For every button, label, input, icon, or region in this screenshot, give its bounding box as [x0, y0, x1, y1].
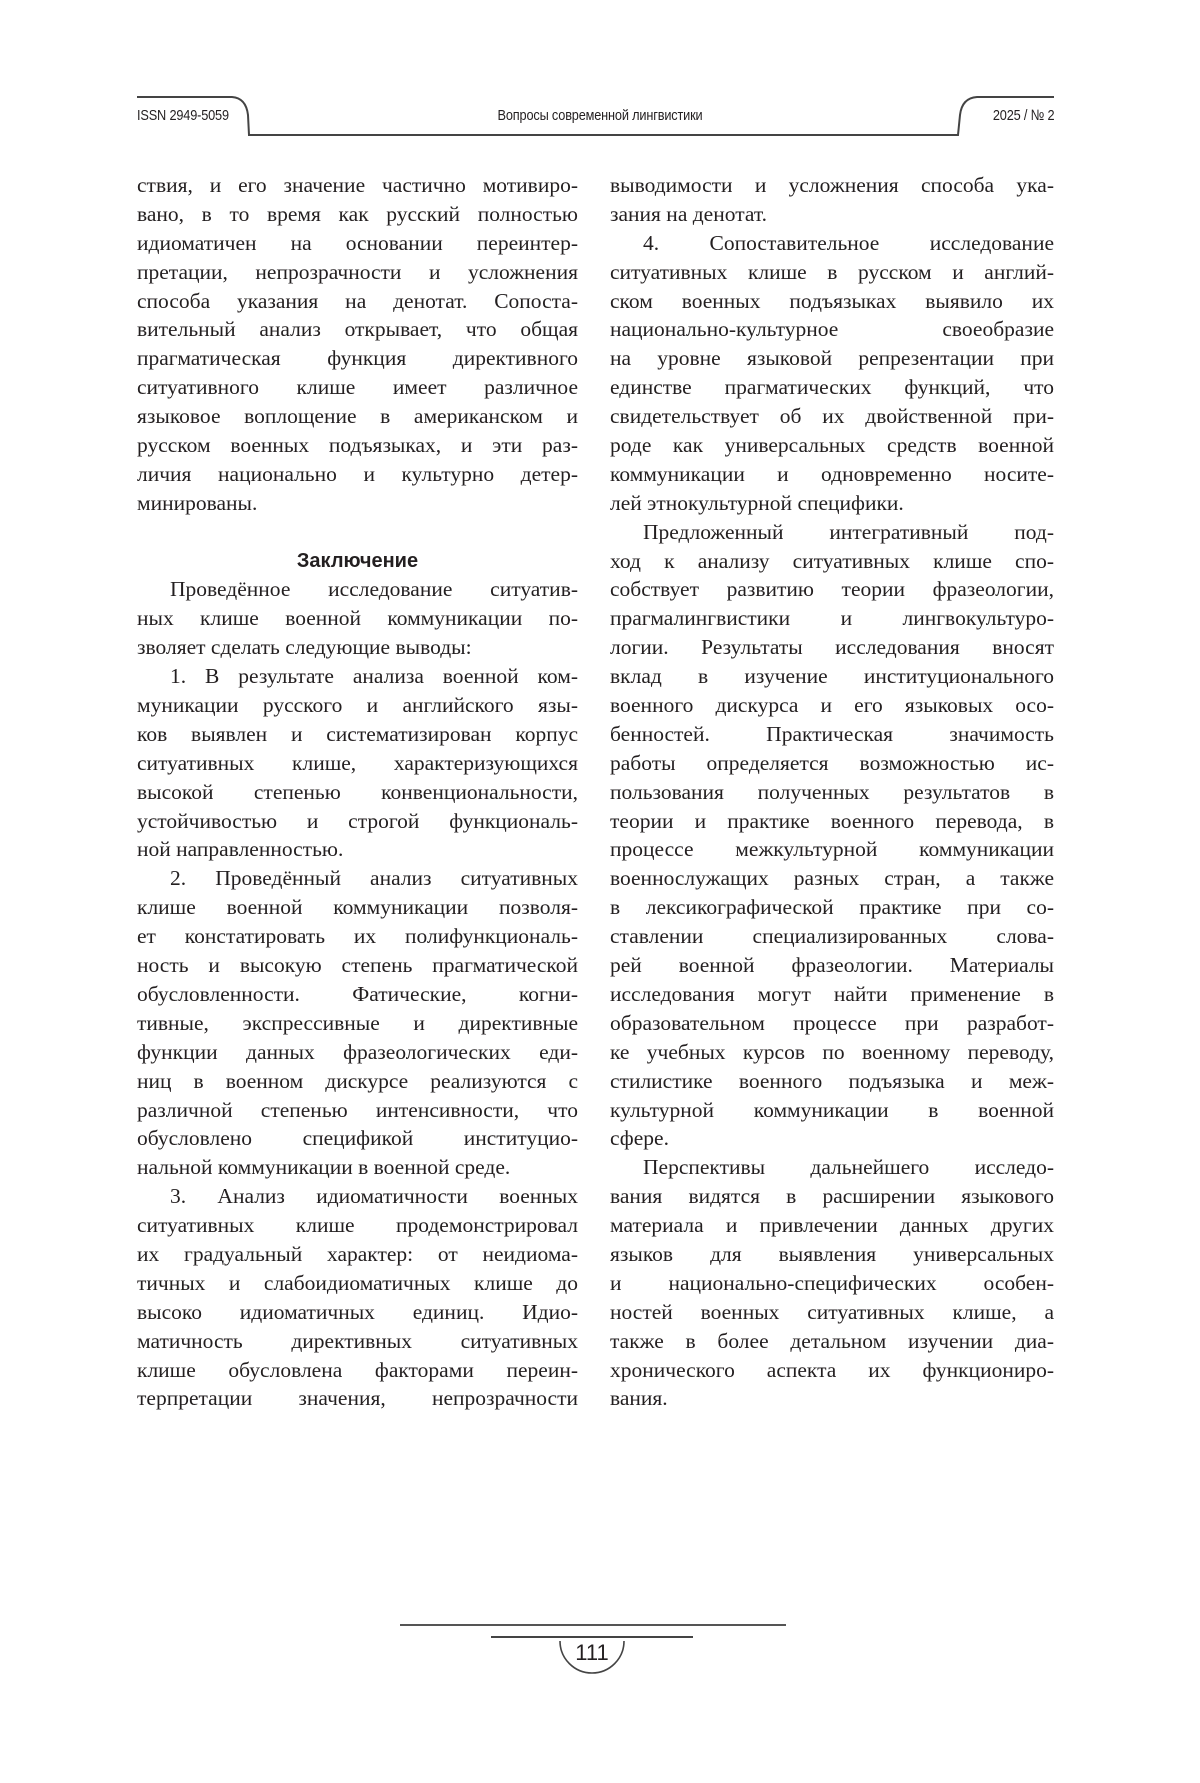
text-line: функции данных фразеологических еди- — [137, 1038, 578, 1067]
text-line: языков для выявления универсальных — [610, 1240, 1054, 1269]
text-line: военного дискурса и его языковых осо- — [610, 691, 1054, 720]
text-line: минированы. — [137, 489, 578, 518]
text-line: 1. В результате анализа военной ком- — [137, 662, 578, 691]
text-line: способа указания на денотат. Сопоста- — [137, 287, 578, 316]
text-line: лей этнокультурной специфики. — [610, 489, 1054, 518]
text-line: русском военных подъязыках, и эти раз- — [137, 431, 578, 460]
text-line: ниц в военном дискурсе реализуются с — [137, 1067, 578, 1096]
text-line: тичных и слабоидиоматичных клише до — [137, 1269, 578, 1298]
text-line: высоко идиоматичных единиц. Идио- — [137, 1298, 578, 1327]
text-line: вания видятся в расширении языкового — [610, 1182, 1054, 1211]
text-line: зания на денотат. — [610, 200, 1054, 229]
text-line: логии. Результаты исследования вносят — [610, 633, 1054, 662]
text-line: высокой степенью конвенциональности, — [137, 778, 578, 807]
text-line: различной степенью интенсивности, что — [137, 1096, 578, 1125]
text-line: зволяет сделать следующие выводы: — [137, 633, 578, 662]
text-line: вания. — [610, 1384, 1054, 1413]
text-line: исследования могут найти применение в — [610, 980, 1054, 1009]
text-line: бенностей. Практическая значимость — [610, 720, 1054, 749]
text-line: Проведённое исследование ситуатив- — [137, 575, 578, 604]
text-line: вклад в изучение институционального — [610, 662, 1054, 691]
text-line: хронического аспекта их функциониро- — [610, 1356, 1054, 1385]
text-line: ситуативного клише имеет различное — [137, 373, 578, 402]
text-line: ском военных подъязыках выявило их — [610, 287, 1054, 316]
paragraph — [610, 229, 1054, 518]
text-line: ностей военных ситуативных клише, а — [610, 1298, 1054, 1327]
paragraph — [137, 575, 578, 662]
text-line: национально-культурное своеобразие — [610, 315, 1054, 344]
issue-number: 2025 / № 2 — [992, 107, 1054, 124]
text-line: материала и привлечении данных других — [610, 1211, 1054, 1240]
text-line: идиоматичен на основании переинтер- — [137, 229, 578, 258]
section-heading: Заключение — [137, 547, 578, 576]
paragraph — [610, 518, 1054, 1154]
text-line: ситуативных клише продемонстрировал — [137, 1211, 578, 1240]
text-line: в лексикографической практике при со- — [610, 893, 1054, 922]
text-line: единстве прагматических функций, что — [610, 373, 1054, 402]
text-line: образовательном процессе при разработ- — [610, 1009, 1054, 1038]
paragraph — [137, 864, 578, 1182]
text-line: прагмалингвистики и лингвокультуро- — [610, 604, 1054, 633]
journal-title: Вопросы современной лингвистики — [498, 107, 703, 124]
text-line: рей военной фразеологии. Материалы — [610, 951, 1054, 980]
paragraph — [137, 662, 578, 864]
text-line: пользования полученных результатов в — [610, 778, 1054, 807]
text-line: нальной коммуникации в военной среде. — [137, 1153, 578, 1182]
paragraph — [137, 1182, 578, 1413]
text-line: и национально-специфических особен- — [610, 1269, 1054, 1298]
text-line: на уровне языковой репрезентации при — [610, 344, 1054, 373]
text-line: Перспективы дальнейшего исследо- — [610, 1153, 1054, 1182]
text-line: матичность директивных ситуативных — [137, 1327, 578, 1356]
text-line: вано, в то время как русский полностью — [137, 200, 578, 229]
text-line: стилистике военного подъязыка и меж- — [610, 1067, 1054, 1096]
text-line: прагматическая функция директивного — [137, 344, 578, 373]
text-line: ных клише военной коммуникации по- — [137, 604, 578, 633]
paragraph — [610, 171, 1054, 229]
text-line: тивные, экспрессивные и директивные — [137, 1009, 578, 1038]
text-line: ситуативных клише в русском и англий- — [610, 258, 1054, 287]
text-line: муникации русского и английского язы- — [137, 691, 578, 720]
text-line: обусловлено спецификой институцио- — [137, 1124, 578, 1153]
text-line: сфере. — [610, 1124, 1054, 1153]
text-line: языковое воплощение в американском и — [137, 402, 578, 431]
text-line: терпретации значения, непрозрачности — [137, 1384, 578, 1413]
text-line: 2. Проведённый анализ ситуативных — [137, 864, 578, 893]
text-line: клише обусловлена факторами переин- — [137, 1356, 578, 1385]
left-column — [137, 171, 578, 1413]
text-line: устойчивостью и строгой функциональ- — [137, 807, 578, 836]
text-line: Предложенный интегративный под- — [610, 518, 1054, 547]
text-line: процессе межкультурной коммуникации — [610, 835, 1054, 864]
text-line: ет констатировать их полифункциональ- — [137, 922, 578, 951]
text-line: собствует развитию теории фразеологии, — [610, 575, 1054, 604]
text-line: коммуникации и одновременно носите- — [610, 460, 1054, 489]
text-line: ситуативных клише, характеризующихся — [137, 749, 578, 778]
text-line: ной направленностью. — [137, 835, 578, 864]
text-line: работы определяется возможностью ис- — [610, 749, 1054, 778]
text-line: выводимости и усложнения способа ука- — [610, 171, 1054, 200]
paragraph — [137, 171, 578, 518]
text-line: ставлении специализированных слова- — [610, 922, 1054, 951]
text-line: вительный анализ открывает, что общая — [137, 315, 578, 344]
text-line: культурной коммуникации в военной — [610, 1096, 1054, 1125]
text-line: личия национально и культурно детер- — [137, 460, 578, 489]
text-line: теории и практике военного перевода, в — [610, 807, 1054, 836]
text-line: ход к анализу ситуативных клише спо- — [610, 547, 1054, 576]
text-line: обусловленности. Фатические, когни- — [137, 980, 578, 1009]
issn: ISSN 2949-5059 — [137, 107, 229, 124]
text-line: их градуальный характер: от неидиома- — [137, 1240, 578, 1269]
text-line: претации, непрозрачности и усложнения — [137, 258, 578, 287]
text-line: военнослужащих разных стран, а также — [610, 864, 1054, 893]
text-line: роде как универсальных средств военной — [610, 431, 1054, 460]
text-line: ков выявлен и систематизирован корпус — [137, 720, 578, 749]
text-line: ствия, и его значение частично мотивиро- — [137, 171, 578, 200]
text-line: также в более детальном изучении диа- — [610, 1327, 1054, 1356]
text-line: 3. Анализ идиоматичности военных — [137, 1182, 578, 1211]
page-number: 111 — [575, 1640, 608, 1666]
text-line: 4. Сопоставительное исследование — [610, 229, 1054, 258]
text-line: ность и высокую степень прагматической — [137, 951, 578, 980]
text-line: ке учебных курсов по военному переводу, — [610, 1038, 1054, 1067]
text-line: клише военной коммуникации позволя- — [137, 893, 578, 922]
text-line: свидетельствует об их двойственной при- — [610, 402, 1054, 431]
right-column — [610, 171, 1054, 1413]
paragraph — [610, 1153, 1054, 1413]
